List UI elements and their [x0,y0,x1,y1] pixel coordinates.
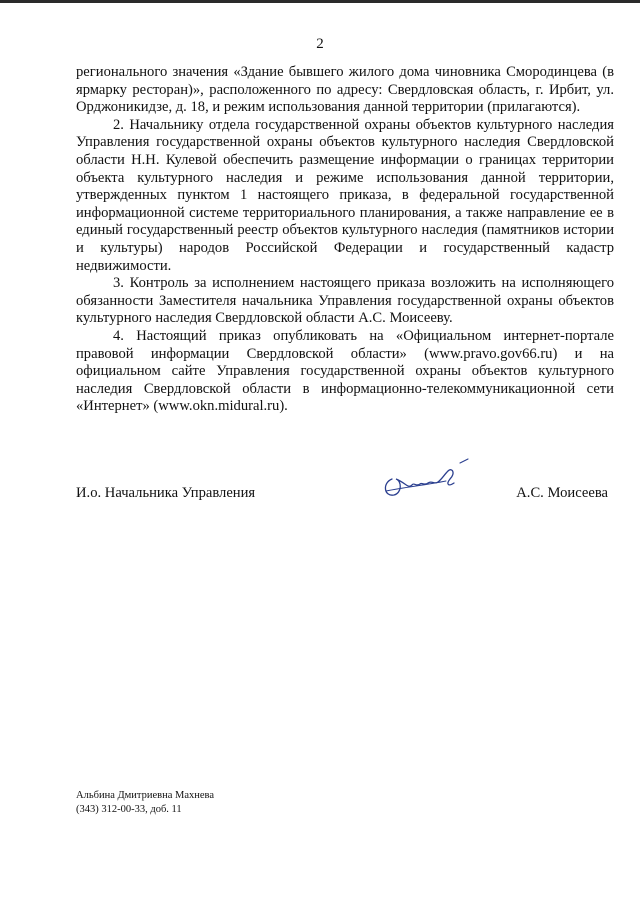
signature-drawing [376,457,476,505]
executor-name: Альбина Дмитриевна Махнева [76,790,215,801]
paragraph-4: 4. Настоящий приказ опубликовать на «Официальном интернет-портале правовой информации Свердловской области» (www.pravo.gov66.ru) и на официальном сайте Управления государственной охраны объектов культурного наследия Свердловской области в информационно-телекоммуникационной сети «Интернет» (www.okn.midural.ru). [76,327,614,415]
handwritten-signature [376,457,476,505]
scan-top-edge [0,0,640,3]
signature-block [76,481,614,521]
executor-phone: (343) 312-00-33, доб. 11 [76,804,182,815]
signer-name: А.С. Моисеева [516,485,608,501]
page-number: 2 [316,36,324,52]
paragraph-1-continuation: регионального значения «Здание бывшего жилого дома чиновника Смородинцева (в ярмарку ресторан)», расположенного по адресу: Свердловская область, г. Ирбит, ул. Орджоникидзе, д. 18, и режим использования данной территории (прилагаются). [76,64,614,116]
paragraph-3: 3. Контроль за исполнением настоящего приказа возложить на исполняющего обязанности Заместителя начальника Управления государственной охраны объектов культурного наследия Свердловской области А.С. Моисееву. [76,275,614,327]
paragraph-2: 2. Начальнику отдела государственной охраны объектов культурного наследия Управления государственной охраны объектов культурного наследия Свердловской области Н.Н. Кулевой обеспечить размещение информации о границах территории объекта культурного наследия и режиме использования данной территории, утвержденных пунктом 1 настоящего приказа, в федеральной государственной информационной системе территориального планирования, а также направление ее в единый государственный реестр объектов культурного наследия (памятников истории и культуры) народов Российской Федерации и государственный кадастр недвижимости. [76,116,614,274]
executor-footer [76,789,214,817]
signer-title: И.о. Начальника Управления [76,485,256,501]
document-body [76,64,614,416]
